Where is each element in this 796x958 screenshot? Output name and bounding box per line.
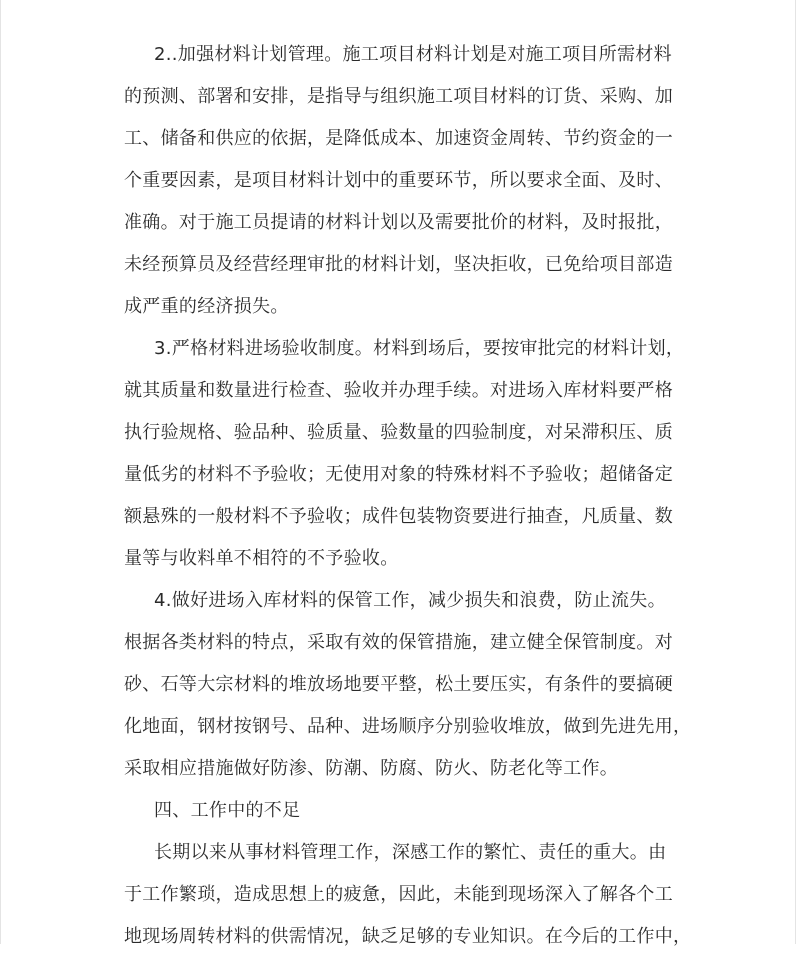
text-line: 根据各类材料的特点，采取有效的保管措施，建立健全保管制度。对 [124, 632, 673, 653]
section-heading: 四、工作中的不足 [154, 800, 301, 821]
paragraph-acceptance-system [124, 328, 684, 580]
text-line: 个重要因素，是项目材料计划中的重要环节，所以要求全面、及时、 [124, 170, 673, 191]
text-line: 额悬殊的一般材料不予验收；成件包装物资要进行抽查，凡质量、数 [124, 506, 673, 527]
document-body [124, 34, 692, 958]
paragraph-storage-work [124, 580, 692, 790]
text-line: 未经预算员及经营经理审批的材料计划，坚决拒收，已免给项目部造 [124, 254, 673, 275]
text-line: 3.严格材料进场验收制度。材料到场后，要按审批完的材料计划， [154, 338, 685, 359]
text-line: 2..加强材料计划管理。施工项目材料计划是对施工项目所需材料 [154, 44, 672, 65]
paragraph-shortcomings [124, 832, 692, 958]
text-line: 准确。对于施工员提请的材料计划以及需要批价的材料，及时报批， [124, 212, 673, 233]
text-line: 砂、石等大宗材料的堆放场地要平整，松土要压实，有条件的要搞硬 [124, 674, 673, 695]
text-line: 工、储备和供应的依据，是降低成本、加速资金周转、节约资金的一 [124, 128, 673, 149]
text-line: 量等与收料单不相符的不予验收。 [124, 548, 399, 569]
text-line: 于工作繁琐，造成思想上的疲惫，因此，未能到现场深入了解各个工 [124, 884, 673, 905]
text-line: 化地面，钢材按钢号、品种、进场顺序分别验收堆放，做到先进先用， [124, 716, 692, 737]
text-line: 量低劣的材料不予验收；无使用对象的特殊材料不予验收；超储备定 [124, 464, 673, 485]
text-line: 执行验规格、验品种、验质量、验数量的四验制度，对呆滞积压、质 [124, 422, 673, 443]
text-line: 的预测、部署和安排，是指导与组织施工项目材料的订货、采购、加 [124, 86, 673, 107]
text-line: 地现场周转材料的供需情况，缺乏足够的专业知识。在今后的工作中， [124, 926, 692, 947]
text-line: 成严重的经济损失。 [124, 296, 289, 317]
text-line: 采取相应措施做好防渗、防潮、防腐、防火、防老化等工作。 [124, 758, 619, 779]
paragraph-materials-plan [124, 34, 684, 328]
section-heading-shortcomings [124, 790, 684, 832]
text-line: 长期以来从事材料管理工作，深感工作的繁忙、责任的重大。由 [154, 842, 667, 863]
text-line: 4.做好进场入库材料的保管工作，减少损失和浪费，防止流失。 [154, 590, 666, 611]
text-line: 就其质量和数量进行检查、验收并办理手续。对进场入库材料要严格 [124, 380, 673, 401]
